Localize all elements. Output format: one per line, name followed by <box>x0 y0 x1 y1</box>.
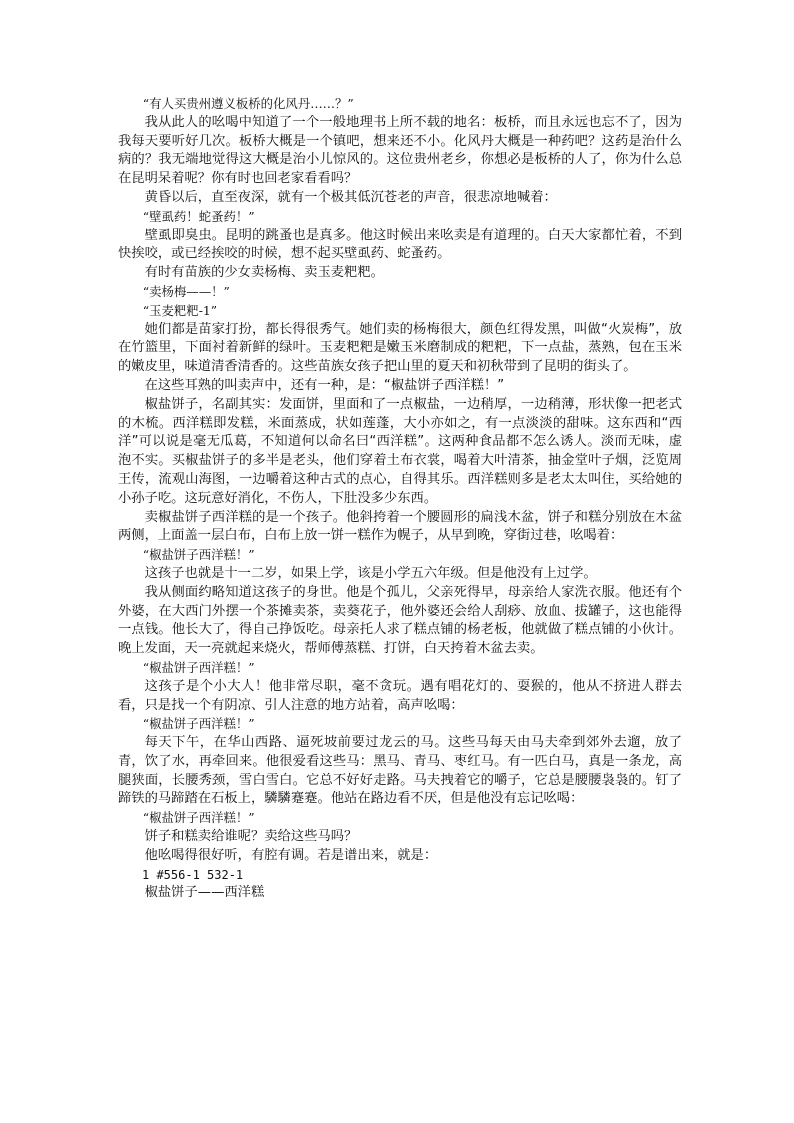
paragraph: 壁虱即臭虫。昆明的跳蚤也是真多。他这时候出来吆卖是有道理的。白天大家都忙着，不到快挨咬，或已经挨咬的时候，想不起买壁虱药、蛇蚤药。 <box>118 227 682 262</box>
paragraph: 这孩子是个小大人！他非常尽职，毫不贪玩。遇有唱花灯的、耍猴的，他从不挤进人群去看，只是找一个有阴凉、引人注意的地方站着，高声吆喝： <box>118 678 682 713</box>
paragraph: 我从侧面约略知道这孩子的身世。他是个孤儿，父亲死得早，母亲给人家洗衣服。他还有个外婆，在大西门外摆一个茶摊卖茶，卖葵花子，他外婆还会给人刮痧、放血、拔罐子，这也能得一点钱。他长大了，得自己挣饭吃。母亲托人求了糕点铺的杨老板，他就做了糕点铺的小伙计。晚上发面，天一亮就起来烧火，帮师傅蒸糕、打饼，白天挎着木盆去卖。 <box>118 584 682 657</box>
paragraph: 她们都是苗家打扮，都长得很秀气。她们卖的杨梅很大，颜色红得发黑，叫做“火炭梅”，放在竹篮里，下面衬着新鲜的绿叶。玉麦粑粑是嫩玉米磨制成的粑粑，下一点盐，蒸熟，包在玉米的嫩皮里，味道清香清香的。这些苗族女孩子把山里的夏天和初秋带到了昆明的街头了。 <box>118 321 682 375</box>
quote-line: “椒盐饼子西洋糕！” <box>142 659 255 675</box>
quote-line: “椒盐饼子西洋糕！” <box>142 547 255 563</box>
quote-line: “壁虱药！蛇蚤药！” <box>142 208 255 224</box>
quote-line: “椒盐饼子西洋糕！” <box>142 810 255 826</box>
paragraph: 黄昏以后，直至夜深，就有一个极其低沉苍老的声音，很悲凉地喊着： <box>144 189 557 205</box>
paragraph: 在这些耳熟的叫卖声中，还有一种，是：“椒盐饼子西洋糕！” <box>144 377 505 393</box>
quote-line: “有人买贵州遵义板桥的化风丹……？” <box>142 96 354 111</box>
paragraph: 这孩子也就是十一二岁，如果上学，该是小学五六年级。但是他没有上过学。 <box>144 565 597 581</box>
quote-line: “玉麦粑粑-1” <box>142 302 218 318</box>
music-notation: 1 #556-1 532-1 <box>142 867 244 882</box>
quote-line: “椒盐饼子西洋糕！” <box>142 716 255 732</box>
paragraph: 椒盐饼子——西洋糕 <box>144 885 265 901</box>
paragraph: 卖椒盐饼子西洋糕的是一个孩子。他斜挎着一个腰圆形的扁浅木盆，饼子和糕分别放在木盆两侧，上面盖一层白布，白布上放一饼一糕作为幌子，从早到晚，穿街过巷，吆喝着： <box>118 509 682 544</box>
paragraph: 我从此人的吆喝中知道了一个一般地理书上所不载的地名：板桥，而且永远也忘不了，因为我每天要听好几次。板桥大概是一个镇吧，想来还不小。化风丹大概是一种药吧？这药是治什么病的？我无端地觉得这大概是治小儿惊风的。这位贵州老乡，你想必是板桥的人了，你为什么总在昆明呆着呢？你有时也回老家看看吗？ <box>118 114 682 187</box>
document-page <box>118 95 682 903</box>
paragraph: 椒盐饼子，名副其实：发面饼，里面和了一点椒盐，一边稍厚，一边稍薄，形状像一把老式的木梳。西洋糕即发糕，米面蒸成，状如莲蓬，大小亦如之，有一点淡淡的甜味。这东西和“西洋”可以说是毫无瓜葛，不知道何以命名曰“西洋糕”。这两种食品都不怎么诱人。淡而无味，虚泡不实。买椒盐饼子的多半是老头，他们穿着土布衣裳，喝着大叶清茶，抽金堂叶子烟，泛览周王传，流观山海图，一边嚼着这种古式的点心，自得其乐。西洋糕则多是老太太叫住，买给她的小孙子吃。这玩意好消化，不伤人，下肚没多少东西。 <box>118 396 682 506</box>
paragraph: 有时有苗族的少女卖杨梅、卖玉麦粑粑。 <box>144 265 384 281</box>
paragraph: 饼子和糕卖给谁呢？卖给这些马吗？ <box>144 829 358 845</box>
paragraph: 他吆喝得很好听，有腔有调。若是谱出来，就是： <box>144 847 438 863</box>
paragraph: 每天下午，在华山西路、逼死坡前要过龙云的马。这些马每天由马夫牵到郊外去遛，放了青，饮了水，再牵回来。他很爱看这些马：黑马、青马、枣红马。有一匹白马，真是一条龙，高腿狭面，长腰秀颈，雪白雪白。它总不好好走路。马夫拽着它的嚼子，它总是腰腰袅袅的。钉了蹄铁的马蹄踏在石板上，驎驎蹇蹇。他站在路边看不厌，但是他没有忘记吆喝： <box>118 735 682 807</box>
quote-line: “卖杨梅——！” <box>142 283 230 299</box>
